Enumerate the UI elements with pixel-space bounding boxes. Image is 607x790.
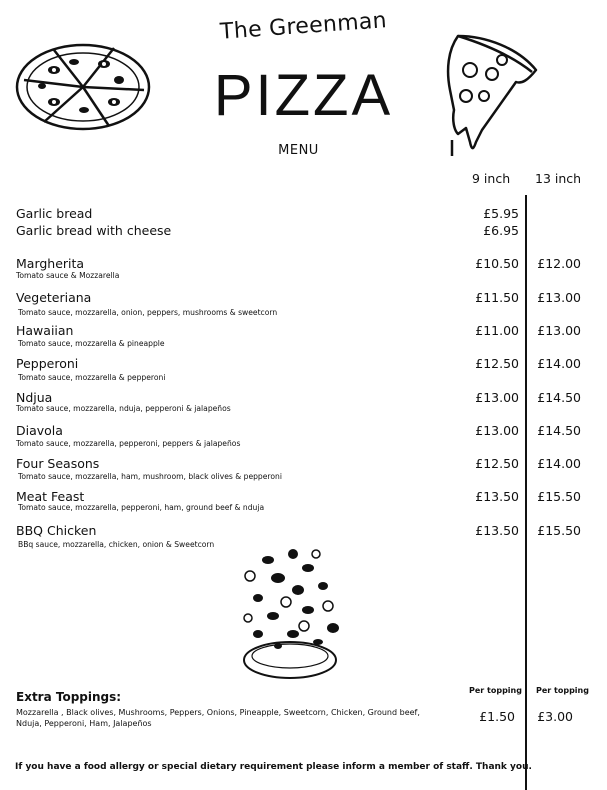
- extra-price-9-inch: £1.50: [479, 709, 515, 724]
- extra-toppings-title: Extra Toppings:: [16, 690, 122, 704]
- menu-item-name: Vegeteriana: [16, 290, 92, 305]
- size-9-inch-header: 9 inch: [472, 171, 511, 186]
- extra-toppings-list: Mozzarella , Black olives, Mushrooms, Peppers, Onions, Pineapple, Sweetcorn, Chicken, Ground beef, Nduja, Pepperoni, Ham, Jalapeños: [16, 708, 420, 728]
- price-9-inch: £11.50: [475, 290, 519, 305]
- menu-item-name: Four Seasons: [16, 456, 100, 471]
- price-13-inch: £12.00: [537, 256, 581, 271]
- menu-item-name: Ndjua: [16, 390, 53, 405]
- menu-item-description: Tomato sauce, mozzarella, nduja, pepperoni & jalapeños: [16, 404, 231, 413]
- menu-item-description: Tomato sauce, mozzarella, pepperoni, ham, ground beef & nduja: [18, 503, 265, 512]
- price-9-inch: £12.50: [475, 456, 519, 471]
- price-13-inch: £14.00: [537, 356, 581, 371]
- size-13-inch-header: 13 inch: [535, 171, 582, 186]
- price-13-inch: £15.50: [537, 489, 581, 504]
- pizza-icon: [14, 40, 152, 135]
- price-9-inch: £12.50: [475, 356, 519, 371]
- price-13-inch: £14.50: [537, 390, 581, 405]
- menu-label: MENU: [278, 143, 319, 158]
- pizza-slice-icon: [436, 30, 540, 160]
- price-9-inch: £13.00: [475, 423, 519, 438]
- menu-item-name: Margherita: [16, 256, 85, 271]
- allergy-notice: If you have a food allergy or special dietary requirement please inform a member of staff. Thank you.: [15, 762, 532, 772]
- price-13-inch: £15.50: [537, 523, 581, 538]
- menu-item-description: Tomato sauce, mozzarella, ham, mushroom, black olives & pepperoni: [18, 472, 282, 481]
- menu-item-name: BBQ Chicken: [16, 523, 97, 538]
- column-divider: [525, 195, 527, 790]
- price-9-inch: £6.95: [483, 223, 519, 238]
- price-9-inch: £13.50: [475, 523, 519, 538]
- menu-item-description: Tomato sauce, mozzarella, pepperoni, peppers & jalapeños: [16, 439, 241, 448]
- menu-item-description: Tomato sauce, mozzarella, onion, peppers, mushrooms & sweetcorn: [18, 308, 278, 317]
- menu-item-name: Diavola: [16, 423, 63, 438]
- menu-item-description: Tomato sauce, mozzarella & pineapple: [18, 339, 165, 348]
- per-topping-label-13-inch: Per topping: [536, 686, 589, 695]
- price-9-inch: £11.00: [475, 323, 519, 338]
- extra-price-13-inch: £3.00: [537, 709, 573, 724]
- price-13-inch: £13.00: [537, 323, 581, 338]
- flying-pizza-icon: [238, 546, 350, 684]
- menu-item-name: Meat Feast: [16, 489, 85, 504]
- menu-item-description: Tomato sauce & Mozzarella: [16, 271, 120, 280]
- price-9-inch: £10.50: [475, 256, 519, 271]
- price-13-inch: £14.00: [537, 456, 581, 471]
- menu-item-name: Garlic bread with cheese: [16, 223, 172, 238]
- price-9-inch: £13.00: [475, 390, 519, 405]
- price-13-inch: £14.50: [537, 423, 581, 438]
- price-13-inch: £13.00: [537, 290, 581, 305]
- price-9-inch: £13.50: [475, 489, 519, 504]
- page-title: PIZZA: [213, 63, 394, 128]
- price-9-inch: £5.95: [483, 206, 519, 221]
- menu-item-description: BBq sauce, mozzarella, chicken, onion & Sweetcorn: [18, 540, 215, 549]
- menu-item-description: Tomato sauce, mozzarella & pepperoni: [18, 373, 166, 382]
- menu-item-name: Garlic bread: [16, 206, 93, 221]
- menu-item-name: Pepperoni: [16, 356, 79, 371]
- menu-item-name: Hawaiian: [16, 323, 74, 338]
- restaurant-name: The Greenman: [219, 8, 388, 45]
- per-topping-label-9-inch: Per topping: [469, 686, 522, 695]
